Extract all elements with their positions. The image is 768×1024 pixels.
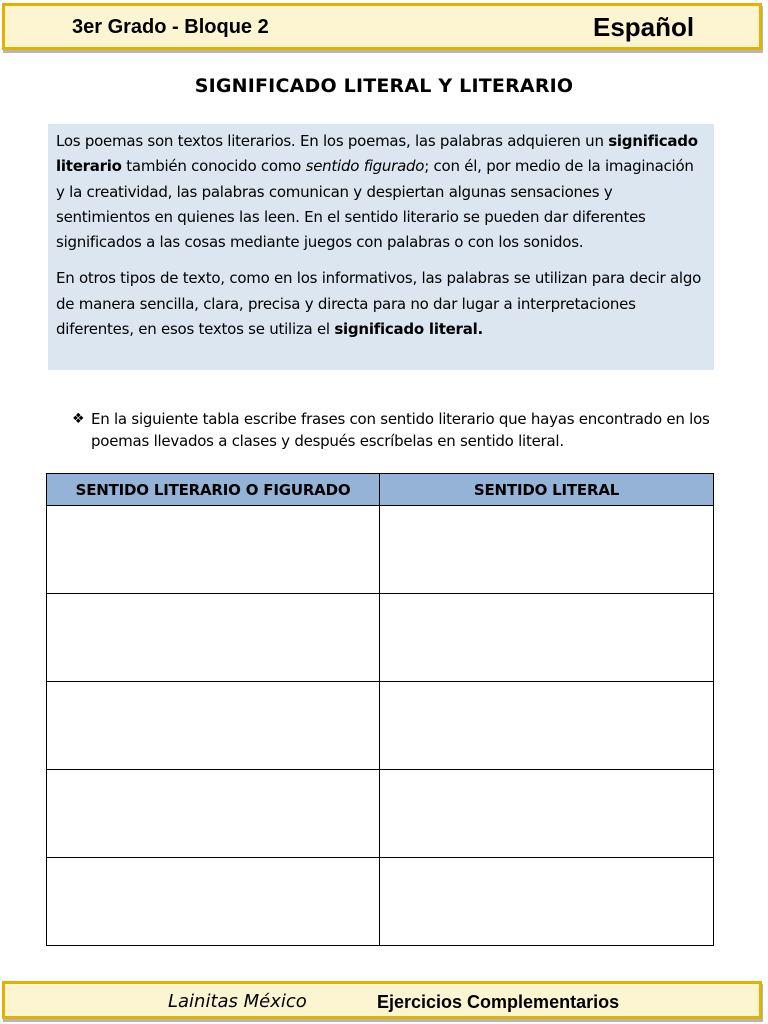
- answer-cell-literal[interactable]: [380, 858, 714, 946]
- column-header-literal: SENTIDO LITERAL: [380, 474, 714, 506]
- term-literal-meaning: significado literal.: [334, 320, 483, 339]
- diamond-bullet-icon: ❖: [72, 411, 85, 427]
- term-literary-meaning: significado literario: [56, 132, 698, 176]
- grade-label: 3er Grado - Bloque 2: [72, 16, 269, 38]
- table-row: [47, 858, 714, 946]
- answer-cell-literal[interactable]: [380, 506, 714, 594]
- table-header-row: [47, 474, 714, 506]
- answer-cell-figurative[interactable]: [47, 858, 380, 946]
- subject-label: Español: [593, 12, 695, 42]
- info-box: [48, 124, 714, 370]
- column-header-figurative: SENTIDO LITERARIO O FIGURADO: [47, 474, 380, 506]
- answer-cell-figurative[interactable]: [47, 682, 380, 770]
- info-paragraph-1: Los poemas son textos literarios. En los poemas, las palabras adquieren un significado literario también conocido como sentido figurado; con él, por medio de la imaginación y la creatividad, las palabras comunican y despiertan algunas sensaciones y sentimientos en quienes las leen. En el sentido literario se pueden dar diferentes significados a las cosas mediante juegos con palabras o con los sonidos.: [56, 132, 698, 252]
- table-row: [47, 770, 714, 858]
- instruction: [70, 408, 740, 452]
- answer-cell-figurative[interactable]: [47, 594, 380, 682]
- table-row: [47, 506, 714, 594]
- header-banner: [2, 3, 762, 50]
- answer-cell-literal[interactable]: [380, 770, 714, 858]
- answer-cell-figurative[interactable]: [47, 506, 380, 594]
- answer-cell-figurative[interactable]: [47, 770, 380, 858]
- answer-table: [46, 473, 714, 946]
- instruction-text: En la siguiente tabla escribe frases con sentido literario que hayas encontrado en los poemas llevados a clases y después escríbelas en sentido literal.: [91, 410, 710, 450]
- brand-label: Lainitas México: [168, 991, 307, 1012]
- table-row: [47, 594, 714, 682]
- footer-banner: [2, 981, 762, 1019]
- info-paragraph-2: En otros tipos de texto, como en los informativos, las palabras se utilizan para decir algo de manera sencilla, clara, precisa y directa para no dar lugar a interpretaciones diferentes, en esos textos se utiliza el significado literal.: [56, 269, 702, 339]
- table-row: [47, 682, 714, 770]
- answer-cell-literal[interactable]: [380, 682, 714, 770]
- answer-cell-literal[interactable]: [380, 594, 714, 682]
- term-figurative-sense: sentido figurado: [305, 157, 425, 176]
- page-title: SIGNIFICADO LITERAL Y LITERARIO: [194, 75, 574, 97]
- series-label: Ejercicios Complementarios: [377, 992, 620, 1012]
